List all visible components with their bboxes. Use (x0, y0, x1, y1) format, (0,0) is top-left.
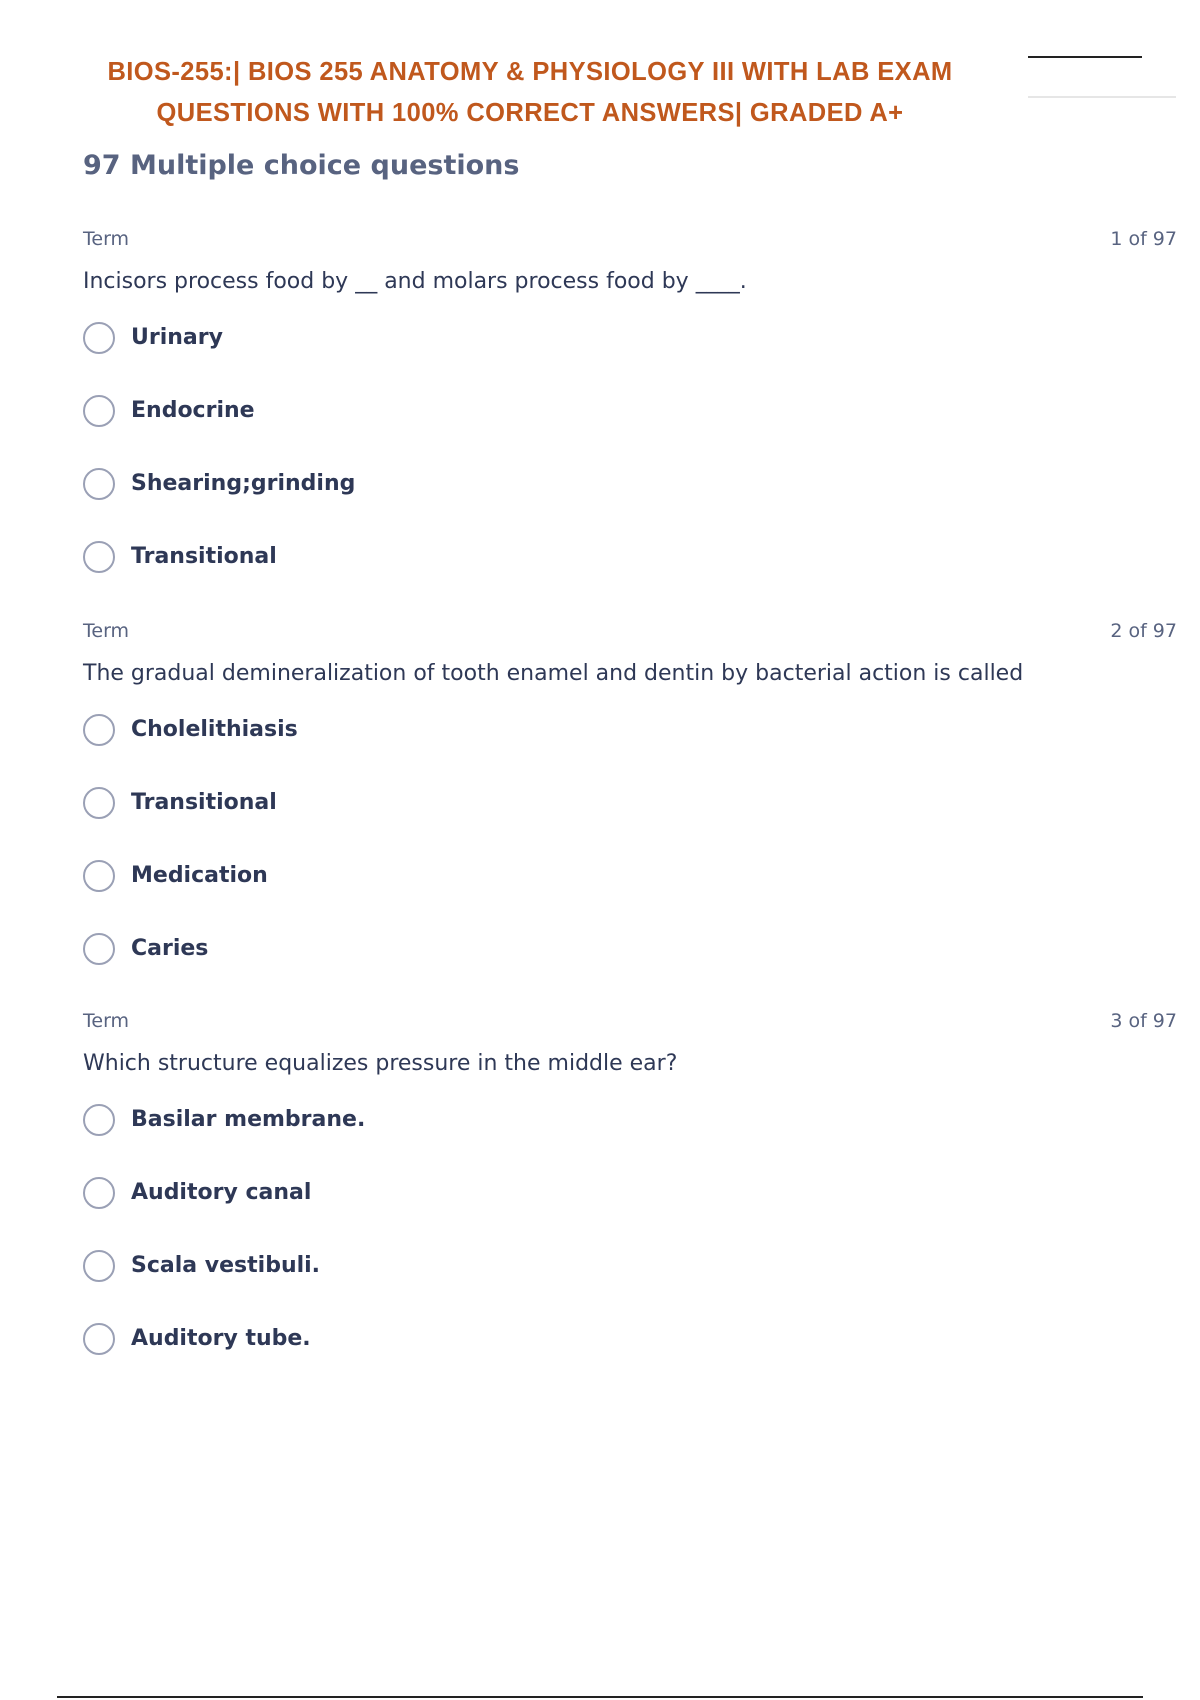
question-counter: 3 of 97 (1110, 1010, 1177, 1032)
radio-circle-icon[interactable] (83, 541, 115, 573)
question-text: Which structure equalizes pressure in the middle ear? (83, 1051, 678, 1076)
question-header (83, 1010, 1177, 1038)
answer-option-label: Shearing;grinding (131, 471, 356, 496)
answer-option-label: Transitional (131, 790, 277, 815)
term-label: Term (83, 1010, 130, 1032)
radio-circle-icon[interactable] (83, 714, 115, 746)
radio-circle-icon[interactable] (83, 787, 115, 819)
answer-option-label: Cholelithiasis (131, 717, 298, 742)
answer-options (83, 714, 1177, 1006)
answer-option[interactable] (83, 787, 1177, 860)
radio-circle-icon[interactable] (83, 1104, 115, 1136)
answer-option-label: Caries (131, 936, 209, 961)
answer-options (83, 1104, 1177, 1396)
answer-option-label: Urinary (131, 325, 223, 350)
answer-option-label: Auditory tube. (131, 1326, 311, 1351)
header-rule-faint (1028, 96, 1176, 98)
document-title-line1: BIOS-255:| BIOS 255 ANATOMY & PHYSIOLOGY III WITH LAB EXAM (107, 58, 953, 86)
radio-circle-icon[interactable] (83, 395, 115, 427)
term-label: Term (83, 620, 130, 642)
question-header (83, 228, 1177, 256)
question-header (83, 620, 1177, 648)
answer-option[interactable] (83, 322, 1177, 395)
radio-circle-icon[interactable] (83, 933, 115, 965)
radio-circle-icon[interactable] (83, 1323, 115, 1355)
answer-option[interactable] (83, 933, 1177, 1006)
radio-circle-icon[interactable] (83, 1250, 115, 1282)
answer-option[interactable] (83, 468, 1177, 541)
section-heading: 97 Multiple choice questions (83, 150, 520, 181)
question-counter: 1 of 97 (1110, 228, 1177, 250)
question-counter: 2 of 97 (1110, 620, 1177, 642)
question-text: The gradual demineralization of tooth enamel and dentin by bacterial action is called (83, 661, 1024, 686)
answer-option[interactable] (83, 1104, 1177, 1177)
answer-option[interactable] (83, 714, 1177, 787)
radio-circle-icon[interactable] (83, 468, 115, 500)
header-rule (1028, 56, 1142, 58)
document-title-line2: QUESTIONS WITH 100% CORRECT ANSWERS| GRADED A+ (156, 99, 904, 127)
answer-option-label: Medication (131, 863, 268, 888)
answer-option[interactable] (83, 541, 1177, 614)
answer-option-label: Basilar membrane. (131, 1107, 366, 1132)
answer-option-label: Scala vestibuli. (131, 1253, 321, 1278)
answer-option[interactable] (83, 395, 1177, 468)
footer-rule (57, 1696, 1143, 1698)
answer-option-label: Transitional (131, 544, 277, 569)
answer-option[interactable] (83, 1177, 1177, 1250)
radio-circle-icon[interactable] (83, 860, 115, 892)
radio-circle-icon[interactable] (83, 322, 115, 354)
document-title (40, 52, 1020, 134)
question-text: Incisors process food by __ and molars process food by ____. (83, 269, 747, 294)
answer-option-label: Endocrine (131, 398, 255, 423)
question-card-1 (83, 228, 1177, 614)
answer-option[interactable] (83, 860, 1177, 933)
question-card-3 (83, 1010, 1177, 1396)
answer-option[interactable] (83, 1323, 1177, 1396)
term-label: Term (83, 228, 130, 250)
radio-circle-icon[interactable] (83, 1177, 115, 1209)
question-card-2 (83, 620, 1177, 1006)
answer-option-label: Auditory canal (131, 1180, 312, 1205)
answer-options (83, 322, 1177, 614)
answer-option[interactable] (83, 1250, 1177, 1323)
